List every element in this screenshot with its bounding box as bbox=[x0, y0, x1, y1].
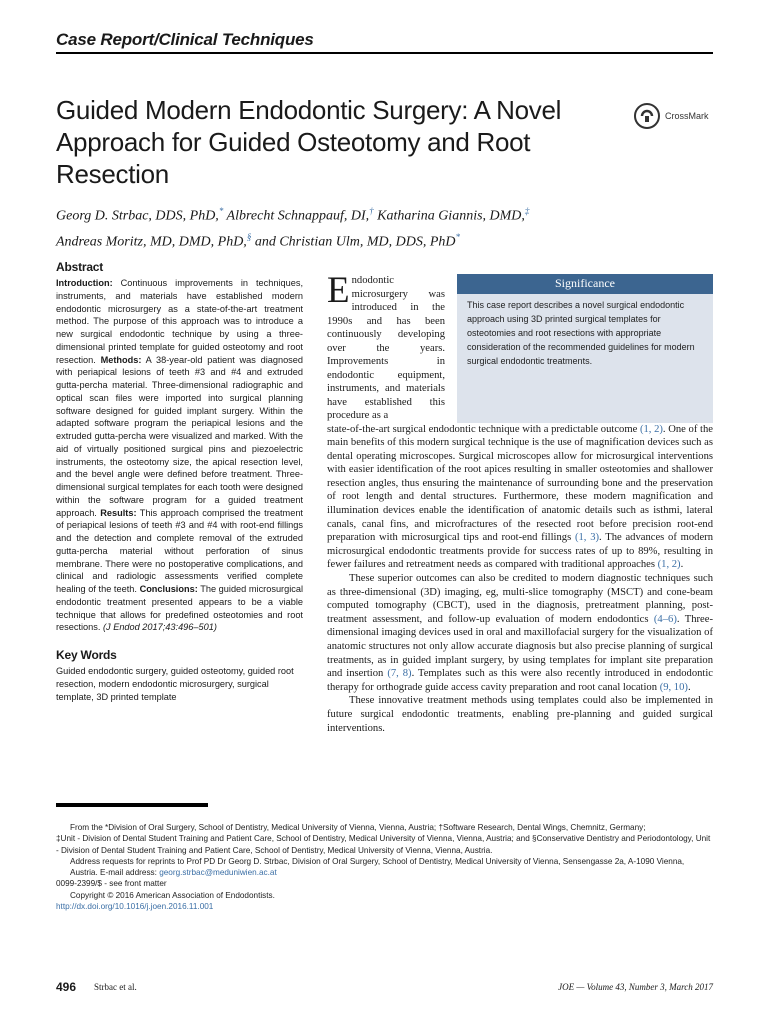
results-label: Results: bbox=[100, 507, 137, 518]
issn-line: 0099-2399/$ - see front matter bbox=[56, 879, 167, 889]
running-author: Strbac et al. bbox=[94, 982, 137, 992]
email-link[interactable]: georg.strbac@meduniwien.ac.at bbox=[159, 868, 277, 878]
reference-link[interactable]: (1, 2) bbox=[639, 423, 663, 435]
footnotes bbox=[56, 822, 713, 912]
affiliation-mark: † bbox=[369, 206, 374, 216]
copyright-line: Copyright © 2016 American Association of Endodontists. bbox=[70, 890, 275, 900]
reference-link[interactable]: (9, 10) bbox=[659, 681, 688, 693]
reference-link[interactable]: (1, 3) bbox=[574, 532, 600, 544]
abstract-column bbox=[56, 260, 303, 703]
significance-heading: Significance bbox=[457, 274, 713, 294]
body-text: . bbox=[687, 681, 691, 693]
reference-link[interactable]: (4–6) bbox=[653, 613, 677, 625]
drop-cap: E bbox=[327, 270, 350, 311]
abstract-text bbox=[56, 277, 303, 634]
page-footer bbox=[56, 980, 713, 994]
journal-citation bbox=[558, 982, 713, 992]
abstract-heading: Abstract bbox=[56, 260, 104, 274]
body-paragraph-3: These innovative treatment methods using templates could also be implemented in future surgical endodontic treatments, enabling pre-planning and guided surgical interventions. bbox=[327, 695, 713, 734]
affiliation-mark: * bbox=[218, 206, 224, 216]
body-text: . Three-dimensional imaging devices used in oral and maxillofacial surgery for the visualization of anatomic structures not only allow accurate diagnosis but also precise planning of surgical treatments, as in guided implant surgery, by using templates for implant site preparation and insertion bbox=[327, 613, 713, 680]
abstract-intro: Continuous improvements in techniques, instruments, and materials have established modern endodontic microsurgery as a state-of-the-art treatment method. The purpose of this approach was to introduce a new surgical endodontic technique by using a three-dimensional printed template for guided osteotomy and root resection. bbox=[56, 278, 303, 365]
body-text: . bbox=[680, 559, 684, 571]
keywords-text: Guided endodontic surgery, guided osteotomy, guided root resection, modern endodontic microsurgery, surgical template, 3D printed template bbox=[56, 666, 294, 702]
section-rule bbox=[56, 52, 713, 54]
body-text: These superior outcomes can also be credited to modern diagnostic techniques such as three-dimensional (3D) imaging, eg, multi-slice tomography (MSCT) and cone-beam computed tomography (CBCT), used in the diagnosis, pretreatment planning, post-treatment assessment, and follow-up evaluation of modern endodontics bbox=[327, 573, 713, 625]
author-name: and Christian Ulm, MD, DDS, PhD bbox=[251, 234, 456, 250]
article-title: Guided Modern Endodontic Surgery: A Novel Approach for Guided Osteotomy and Root Resection bbox=[56, 95, 562, 189]
abstract-methods: A 38-year-old patient was diagnosed with periapical lesions of teeth #3 and #4 and extruded gutta-percha material. Three-dimensional radiographic and optical scan files were imported into surgical planning software designed for guided implant surgery. Within the adapted software program the periapical lesions and the extruded gutta-percha were visualized and marked. With the aid of virtually positioned surgical pins and piezoelectric instruments, the osteotomy size, the apical resection level, and the bevel angle were defined before treatment. Three-dimensional surgical templates for each tooth were designed within the software program for a guided treatment approach. bbox=[56, 354, 303, 518]
reference-link[interactable]: (1, 2) bbox=[657, 559, 681, 571]
crossmark-icon bbox=[634, 103, 660, 129]
body-text: . One of the main benefits of this modern surgical technique is the use of magnification devices such as dental operating microscopes. Surgical microscopes allow for microsurgical interventions with easier identification of the root apices resulting in smaller osteotomies and shallower resection angles, thus ensuring the maintenance of surrounding bone and the preservation of root length and dental structures. Furthermore, these modern magnification and illumination devices enable the identification of anatomic details such as isthmi, lateral canals, canal fins, and microfractures of the resected root before precision root-end preparation with microsurgical tips and root-end fillings bbox=[327, 423, 713, 544]
reprint-address bbox=[56, 856, 713, 879]
author-list bbox=[56, 201, 696, 252]
footnote-rule bbox=[56, 803, 208, 807]
body-text: state-of-the-art surgical endodontic technique with a predictable outcome bbox=[327, 423, 640, 435]
abstract-citation: (J Endod 2017;43:496–501) bbox=[102, 622, 217, 633]
abstract-conclusions: The guided microsurgical endodontic treatment presented appears to be a viable technique that allows for predefined osteotomies and root resections. bbox=[56, 584, 304, 633]
body-paragraph-1 bbox=[327, 423, 713, 573]
keywords-heading: Key Words bbox=[56, 648, 117, 662]
author-name: Albrecht Schnappauf, DI, bbox=[223, 208, 370, 224]
page-number: 496 bbox=[56, 980, 77, 994]
crossmark-label: CrossMark bbox=[665, 111, 709, 121]
doi-link[interactable]: http://dx.doi.org/10.1016/j.joen.2016.11.001 bbox=[56, 902, 214, 912]
author-name: Andreas Moritz, MD, DMD, PhD, bbox=[56, 234, 247, 250]
affiliation-mark: § bbox=[246, 231, 252, 242]
intro-text: ndodontic microsurgery was introduced in the 1990s and has been continuously developing over the years. Improvements in endodontic equipment, instruments, and materials have established this procedure as a bbox=[327, 275, 445, 421]
address-text: Address requests for reprints to Prof PD Dr Georg D. Strbac, Division of Oral Surgery, School of Dentistry, Medical University of Vienna, Sensengasse 2a, A-1090 Vienna, Austria. E-mail address: bbox=[70, 856, 685, 878]
affiliation-mark: ‡ bbox=[524, 206, 530, 216]
methods-label: Methods: bbox=[100, 354, 142, 365]
intro-paragraph bbox=[327, 270, 445, 423]
significance-text: This case report describes a novel surgical endodontic approach using 3D printed surgical templates for osteotomies and root resections with appropriate consideration of the recommended guidelines for modern surgical endodontic treatments. bbox=[467, 300, 695, 366]
body-paragraph-2 bbox=[327, 572, 713, 694]
affiliation-line: ‡Unit - Division of Dental Student Training and Patient Care, School of Dentistry, Medical University of Vienna, Vienna, Austria; and §Conservative Dentistry and Periodontology, Unit - Division of Dental Student Training and Patient Care, School of Dentistry, Medical University of Vienna, Vienna, Austria. bbox=[56, 834, 711, 855]
crossmark-badge[interactable] bbox=[634, 103, 709, 129]
significance-box bbox=[457, 274, 713, 423]
author-name: Katharina Giannis, DMD, bbox=[373, 208, 525, 224]
body-text: . Templates such as this were also recently introduced in endodontic therapy for orthograde guide access cavity preparation and root canal location bbox=[327, 668, 714, 693]
abstract-results: This approach comprised the treatment of periapical lesions of teeth #3 and #4 with root-end fillings and the detection and complete removal of the extruded gutta-percha material without perforation of sinus membrane. There were no postoperative complications, and clinical and radiologic assessments verified complete healing of the teeth. bbox=[56, 507, 303, 594]
body-column bbox=[327, 270, 714, 735]
conclusions-label: Conclusions: bbox=[139, 584, 198, 594]
author-name: Georg D. Strbac, DDS, PhD, bbox=[56, 208, 219, 224]
journal-text: JOE — Volume 43, Number 3, March 2017 bbox=[558, 982, 713, 992]
intro-label: Introduction: bbox=[56, 278, 113, 288]
reference-link[interactable]: (7, 8) bbox=[387, 668, 412, 680]
section-label: Case Report/Clinical Techniques bbox=[56, 30, 314, 49]
body-text: . The advances of modern microsurgical endodontic treatments provide for success rates of up to 89%, resulting in fewer failures and retreatment needs as compared with traditional approaches bbox=[327, 532, 714, 571]
affiliation-line: From the *Division of Oral Surgery, School of Dentistry, Medical University of Vienna, Vienna, Austria; †Software Research, Dental Wings, Chemnitz, Germany; bbox=[70, 823, 646, 832]
affiliation-mark: * bbox=[455, 231, 460, 242]
